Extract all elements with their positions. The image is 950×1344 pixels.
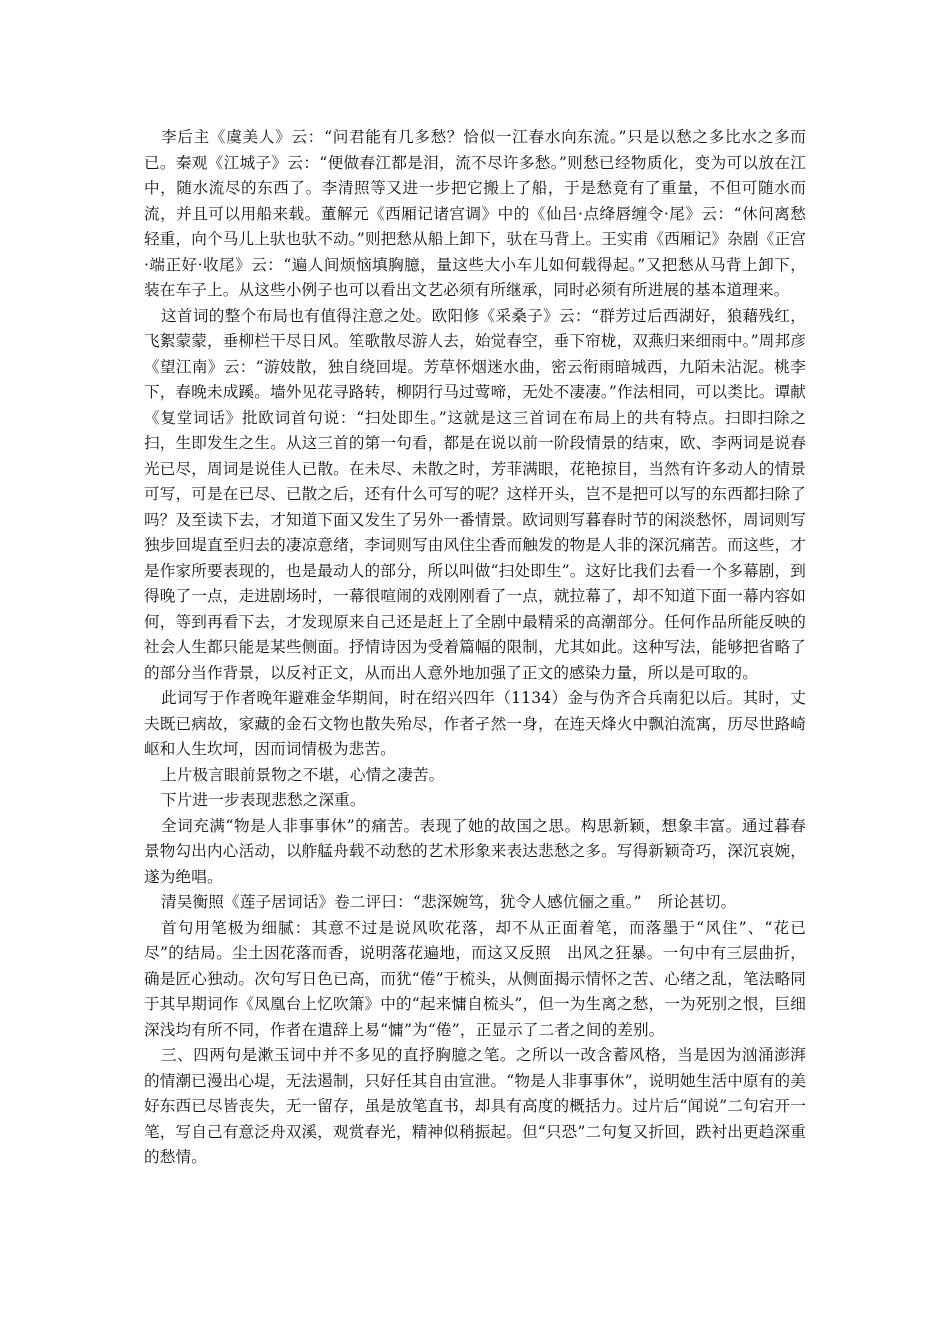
- paragraph: 上片极言眼前景物之不堪，心情之凄苦。: [161, 765, 445, 784]
- paragraph: 首句用笔极为细腻：其意不过是说风吹花落，却不从正面着笔，而落墨于“风住”、“花已尽”的结局。尘土因花落而香，说明落花遍地，而这又反照 出风之狂暴。一句中有三层曲折，确是匠心独动。次句写日色已高，而犹“倦”于梳头，从侧面揭示情怀之苦、心绪之乱，笔法略同于其早期词作《凤凰台上忆吹箫》中的“起来慵自梳头”，但一为生离之愁，一为死别之恨，巨细深浅均有所不同，作者在遣辞上易“慵”为“倦”，正显示了二者之间的差别。: [144, 918, 806, 1039]
- paragraph: 此词写于作者晚年避难金华期间，时在绍兴四年（1134）金与伪齐合兵南犯以后。其时，丈夫既已病故，家藏的金石文物也散失殆尽，作者孑然一身，在连天烽火中飘泊流寓，历尽世路崎岖和人生坎坷，因而词情极为悲苦。: [144, 689, 806, 758]
- document-page: [144, 125, 806, 1171]
- paragraph: 三、四两句是漱玉词中并不多见的直抒胸臆之笔。之所以一改含蓄风格，当是因为汹涌澎湃的情潮已漫出心堤，无法遏制，只好任其自由宣泄。“物是人非事事休”，说明她生活中原有的美好东西已尽皆丧失，无一留存，虽是放笔直书，却具有高度的概括力。过片后“闻说”二句宕开一笔，写自己有意泛舟双溪，观赏春光，精神似稍振起。但“只恐”二句复又折回，跌衬出更趋深重的愁情。: [144, 1046, 806, 1166]
- paragraph: 全词充满“物是人非事事休”的痛苦。表现了她的故国之思。构思新颖，想象丰富。通过暮春景物勾出内心活动，以舴艋舟载不动愁的艺术形象来表达悲愁之多。写得新颖奇巧，深沉哀婉，遂为绝唱。: [144, 816, 806, 886]
- paragraph: 下片进一步表现悲愁之深重。: [161, 791, 366, 809]
- paragraph: 清吴衡照《莲子居词话》卷二评曰：“悲深婉笃，犹令人感伉俪之重。” 所论甚切。: [161, 893, 737, 911]
- paragraph: 李后主《虞美人》云：“问君能有几多愁？恰似一江春水向东流。”只是以愁之多比水之多而已。秦观《江城子》云：“便做春江都是泪，流不尽许多愁。”则愁已经物质化，变为可以放在江中，随水流尽的东西了。李清照等又进一步把它搬上了船，于是愁竟有了重量，不但可随水而流，并且可以用船来载。董解元《西厢记诸宫调》中的《仙吕·点绛唇缠令·尾》云：“休问离愁轻重，向个马儿上驮也驮不动。”则把愁从船上卸下，驮在马背上。王实甫《西厢记》杂剧《正宫·端正好·收尾》云：“遍人间烦恼填胸臆，量这些大小车儿如何载得起。”又把愁从马背上卸下，装在车子上。从这些小例子也可以看出文艺必须有所继承，同时必须有所进展的基本道理来。: [144, 128, 806, 299]
- paragraph: 这首词的整个布局也有值得注意之处。欧阳修《采桑子》云：“群芳过后西湖好，狼藉残红，飞絮蒙蒙，垂柳栏干尽日风。笙歌散尽游人去，始觉春空，垂下帘栊，双燕归来细雨中。”周邦彦《望江南》云：“游妓散，独自绕回堤。芳草怀烟迷水曲，密云衔雨暗城西，九陌未沾泥。桃李下，春晚未成蹊。墙外见花寻路转，柳阴行马过莺啼，无处不凄凄。”作法相同，可以类比。谭献《复堂词话》批欧词首句说：“扫处即生。”这就是这三首词在布局上的共有特点。扫即扫除之扫，生即发生之生。从这三首的第一句看，都是在说以前一阶段情景的结束，欧、李两词是说春光已尽，周词是说佳人已散。在未尽、未散之时，芳菲满眼，花艳掠目，当然有许多动人的情景可写，可是在已尽、已散之后，还有什么可写的呢？这样开头，岂不是把可以写的东西都扫除了吗？及至读下去，才知道下面又发生了另外一番情景。欧词则写暮春时节的闲淡愁怀，周词则写独步回堤直至归去的凄凉意绪，李词则写由风住尘香而触发的物是人非的深沉痛苦。而这些，才是作家所要表现的，也是最动人的部分，所以叫做“扫处即生”。这好比我们去看一个多幕剧，到得晚了一点，走进剧场时，一幕很喧闹的戏刚刚看了一点，就拉幕了，却不知道下面一幕内容如何，等到再看下去，才发现原来自己还是赶上了全剧中最精采的高潮部分。任何作品所能反映的社会人生都只能是某些侧面。抒情诗因为受着篇幅的限制，尤其如此。这种写法，能够把省略了的部分当作背景，以反衬正文，从而出人意外地加强了正文的感染力量，所以是可取的。: [144, 306, 806, 682]
